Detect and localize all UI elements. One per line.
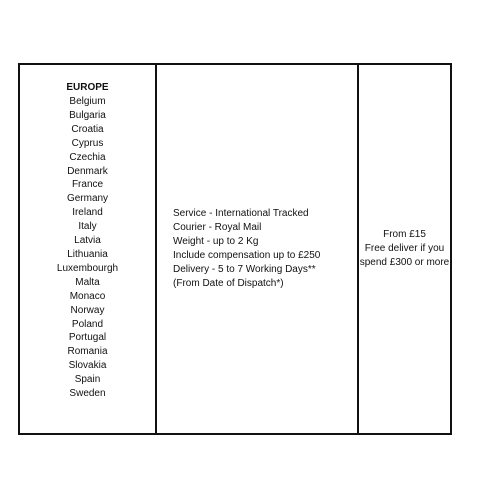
country-item: Bulgaria bbox=[69, 109, 106, 121]
dispatch-note: (From Date of Dispatch*) bbox=[173, 278, 284, 289]
country-item: Czechia bbox=[69, 151, 106, 163]
country-item: Portugal bbox=[68, 332, 107, 344]
country-item: Croatia bbox=[71, 123, 104, 135]
country-item: Monaco bbox=[69, 290, 106, 302]
country-item: Slovakia bbox=[68, 360, 107, 372]
country-item: Luxembourgh bbox=[56, 262, 119, 274]
service-type: Service - International Tracked bbox=[173, 208, 309, 219]
compensation: Include compensation up to £250 bbox=[173, 250, 321, 261]
country-item: Latvia bbox=[74, 235, 101, 247]
country-item: Sweden bbox=[69, 388, 106, 400]
country-item: France bbox=[71, 179, 104, 191]
country-item: Spain bbox=[74, 374, 101, 386]
price-from: From £15 bbox=[383, 229, 426, 240]
countries-column bbox=[20, 65, 157, 433]
shipping-table bbox=[18, 63, 452, 435]
price-column bbox=[359, 65, 450, 433]
weight-limit: Weight - up to 2 Kg bbox=[173, 236, 259, 247]
country-item: Germany bbox=[66, 193, 109, 205]
country-item: Italy bbox=[78, 221, 97, 233]
country-item: Cyprus bbox=[71, 137, 104, 149]
country-list bbox=[57, 95, 118, 401]
free-delivery-note: Free deliver if you spend £300 or more bbox=[359, 243, 450, 268]
region-title: EUROPE bbox=[66, 82, 109, 93]
country-item: Ireland bbox=[72, 207, 103, 219]
courier: Courier - Royal Mail bbox=[173, 222, 262, 233]
country-item: Norway bbox=[70, 304, 105, 316]
country-item: Malta bbox=[75, 276, 100, 288]
country-item: Romania bbox=[67, 346, 108, 358]
country-item: Poland bbox=[71, 318, 104, 330]
country-item: Belgium bbox=[69, 96, 106, 107]
delivery-time: Delivery - 5 to 7 Working Days** bbox=[173, 264, 316, 275]
country-item: Lithuania bbox=[67, 248, 108, 260]
country-item: Denmark bbox=[67, 165, 108, 177]
service-details-column bbox=[157, 65, 359, 433]
